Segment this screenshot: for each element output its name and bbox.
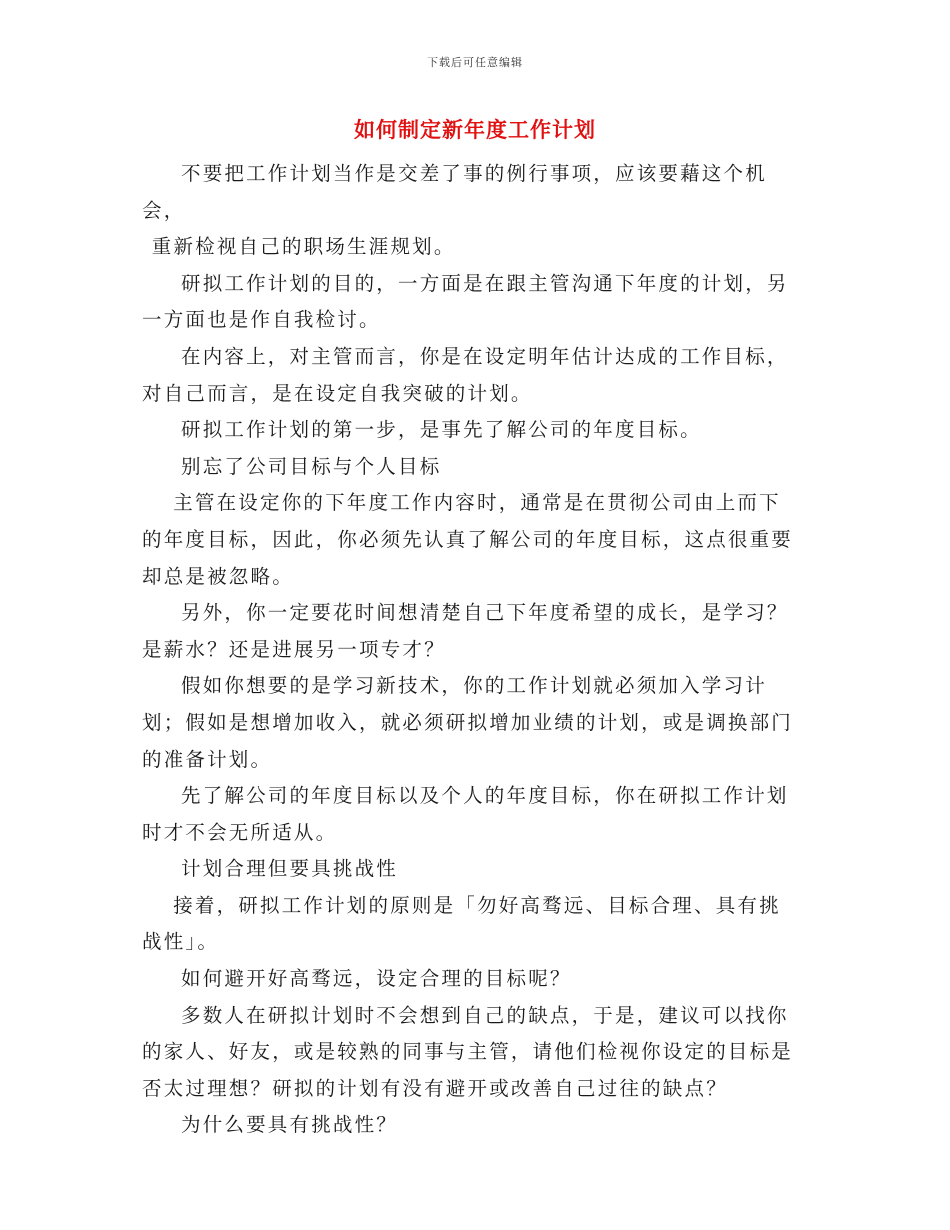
paragraph: 主管在设定你的下年度工作内容时，通常是在贯彻公司由上而下的年度目标，因此，你必须先认真了解公司的年度目标，这点很重要却总是被忽略。 <box>142 491 794 588</box>
section-heading: 别忘了公司目标与个人目标 <box>181 454 442 478</box>
header-note: 下载后可任意编辑 <box>427 56 523 69</box>
document-body <box>142 156 802 1144</box>
section-heading: 计划合理但要具挑战性 <box>181 857 399 881</box>
paragraph: 不要把工作计划当作是交差了事的例行事项，应该要藉这个机会， <box>142 162 767 222</box>
paragraph: 研拟工作计划的目的，一方面是在跟主管沟通下年度的计划，另一方面也是作自我检讨。 <box>142 271 789 332</box>
paragraph: 接着，研拟工作计划的原则是「勿好高骛远、目标合理、具有挑战性」。 <box>142 893 781 954</box>
paragraph: 另外，你一定要花时间想清楚自己下年度希望的成长，是学习？是薪水？还是进展另一项专才？ <box>142 601 789 661</box>
paragraph: 重新检视自己的职场生涯规划。 <box>151 235 456 259</box>
paragraph: 为什么要具有挑战性？ <box>181 1113 399 1137</box>
paragraph: 多数人在研拟计划时不会想到自己的缺点，于是，建议可以找你的家人、好友，或是较熟的同事与主管，请他们检视你设定的目标是否太过理想？研拟的计划有没有避开或改善自己过往的缺点？ <box>142 1003 794 1100</box>
paragraph: 在内容上，对主管而言，你是在设定明年估计达成的工作目标，对自己而言，是在设定自我突破的计划。 <box>142 344 789 405</box>
document-title: 如何制定新年度工作计划 <box>354 117 596 142</box>
paragraph: 假如你想要的是学习新技术，你的工作计划就必须加入学习计划；假如是想增加收入，就必须研拟增加业绩的计划，或是调换部门的准备计划。 <box>142 674 794 771</box>
paragraph: 先了解公司的年度目标以及个人的年度目标，你在研拟工作计划时才不会无所适从。 <box>142 784 789 844</box>
paragraph: 如何避开好高骛远，设定合理的目标呢？ <box>181 967 572 991</box>
paragraph: 研拟工作计划的第一步，是事先了解公司的年度目标。 <box>181 418 702 442</box>
